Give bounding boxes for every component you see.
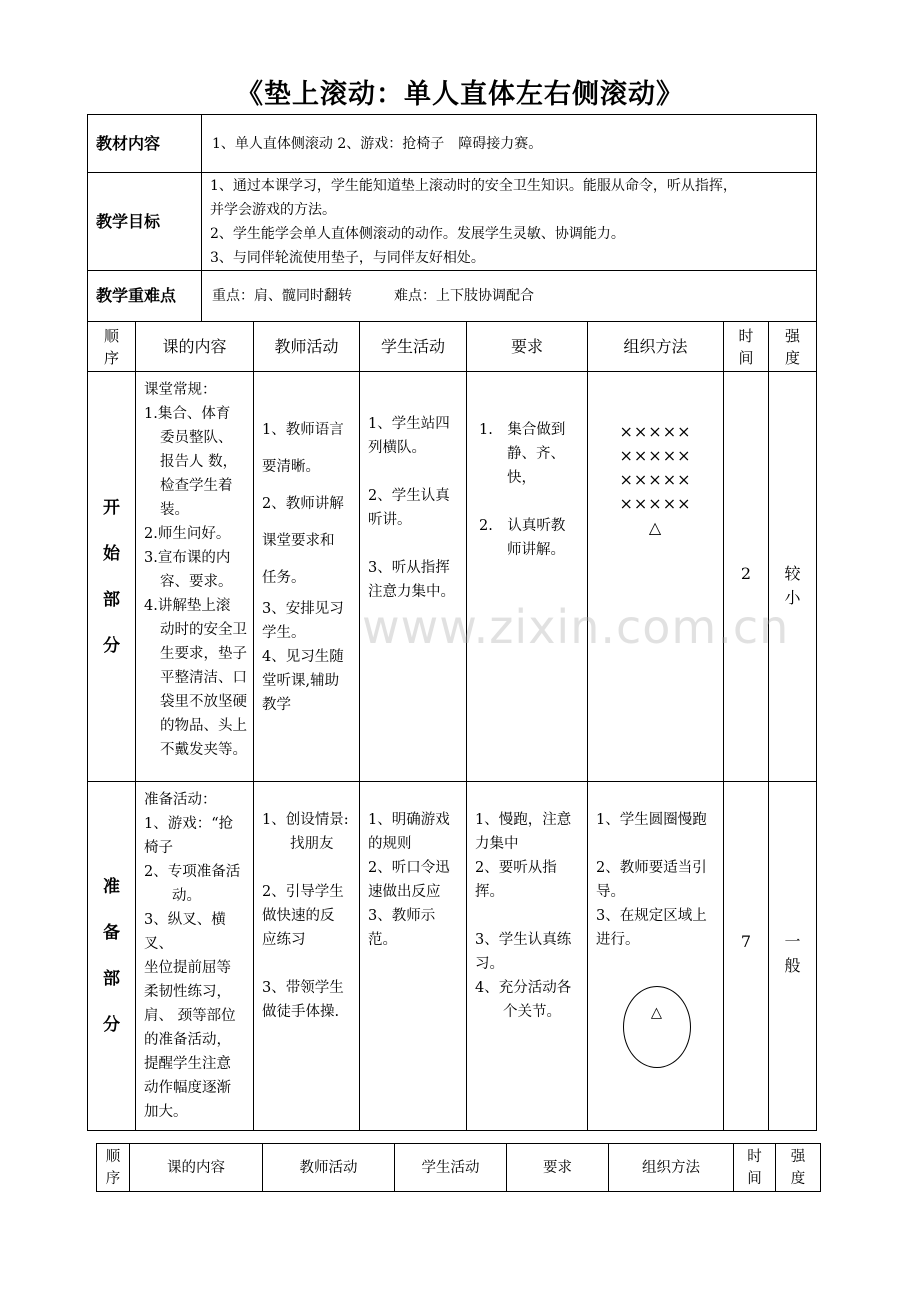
content-value: 1、单人直体侧滚动 2、游戏：抢椅子 障碍接力赛。 (202, 115, 817, 173)
key-label: 教学重难点 (88, 271, 202, 322)
header-intensity: 强 度 (769, 322, 817, 372)
start-formation: ××××× ××××× ××××× ××××× △ (588, 372, 724, 782)
footer-intensity: 强 度 (776, 1144, 821, 1192)
start-content: 课堂常规： 1.集合、体育 委员整队、 报告人 数， 检查学生着 装。 2.师生问好。 3.宣布课的内 容、要求。 4.讲解垫上滚 动时的安全卫 生要求，垫子 平整清洁、口 袋里不放坚硬 的物品、头上 不戴发夹等。 (136, 372, 254, 782)
prep-content: 准备活动： 1、游戏：“抢 椅子 2、专项准备活 动。 3、纵叉、横叉、 坐位提前屈等 柔韧性练习， 肩、 颈等部位 的准备活动， 提醒学生注意 动作幅度逐渐 加大。 (136, 782, 254, 1131)
lesson-table (87, 321, 817, 1131)
header-teacher: 教师活动 (254, 322, 360, 372)
goal-line: 3、与同伴轮流使用垫子，与同伴友好相处。 (210, 249, 485, 266)
prep-require: 1、慢跑，注意 力集中 2、要听从指挥。 3、学生认真练 习。 4、充分活动各 个关节。 (467, 782, 588, 1131)
start-student: 1、学生站四 列横队。 2、学生认真 听讲。 3、听从指挥 注意力集中。 (360, 372, 467, 782)
next-page-header-table (96, 1143, 821, 1192)
section-name-prep: 准 备 部 分 (88, 782, 136, 1131)
content-label: 教材内容 (88, 115, 202, 173)
footer-method: 组织方法 (609, 1144, 734, 1192)
section-prep-row (88, 782, 817, 1131)
header-row (88, 322, 817, 372)
section-name-start: 开 始 部 分 (88, 372, 136, 782)
header-time: 时 间 (724, 322, 769, 372)
footer-teacher: 教师活动 (263, 1144, 395, 1192)
footer-time: 时 间 (734, 1144, 776, 1192)
header-student: 学生活动 (360, 322, 467, 372)
footer-student: 学生活动 (395, 1144, 507, 1192)
start-teacher: 1、教师语言 要清晰。 2、教师讲解 课堂要求和 任务。 3、安排见习 学生。 4、见习生随 堂听课,辅助 教学 (254, 372, 360, 782)
start-require: 1. 集合做到 静、齐、快， 2. 认真听教 师讲解。 (467, 372, 588, 782)
goal-line: 并学会游戏的方法。 (210, 201, 336, 218)
goal-label: 教学目标 (88, 173, 202, 271)
goal-value (202, 173, 817, 271)
circle-formation-icon (623, 986, 691, 1068)
prep-teacher: 1、创设情景: 找朋友 2、引导学生 做快速的反 应练习 3、带领学生 做徒手体操. (254, 782, 360, 1131)
goal-line: 1、通过本课学习，学生能知道垫上滚动时的安全卫生知识。能服从命令，听从指挥， (210, 177, 737, 194)
start-time: 2 (724, 372, 769, 782)
key-value: 重点：肩、髋同时翻转 难点：上下肢协调配合 (202, 271, 817, 322)
header-require: 要求 (467, 322, 588, 372)
prep-student: 1、明确游戏 的规则 2、听口令迅 速做出反应 3、教师示范。 (360, 782, 467, 1131)
footer-content: 课的内容 (130, 1144, 263, 1192)
teacher-triangle-icon: △ (650, 1005, 663, 1021)
prep-time: 7 (724, 782, 769, 1131)
footer-header-row (97, 1144, 821, 1192)
goal-line: 2、学生能学会单人直体侧滚动的动作。发展学生灵敏、协调能力。 (210, 225, 625, 242)
teacher-triangle-icon: △ (648, 518, 663, 537)
start-intensity: 较 小 (769, 372, 817, 782)
header-content: 课的内容 (136, 322, 254, 372)
info-table (87, 114, 817, 322)
page-title: 《垫上滚动：单人直体左右侧滚动》 (236, 79, 684, 110)
footer-order: 顺 序 (97, 1144, 130, 1192)
header-method: 组织方法 (588, 322, 724, 372)
section-start-row (88, 372, 817, 782)
prep-intensity: 一 般 (769, 782, 817, 1131)
prep-method: 1、学生圆圈慢跑 2、教师要适当引 导。 3、在规定区域上 进行。 △ (588, 782, 724, 1131)
footer-require: 要求 (507, 1144, 609, 1192)
watermark: www.zixin.com.cn (362, 600, 790, 654)
header-order: 顺 序 (88, 322, 136, 372)
